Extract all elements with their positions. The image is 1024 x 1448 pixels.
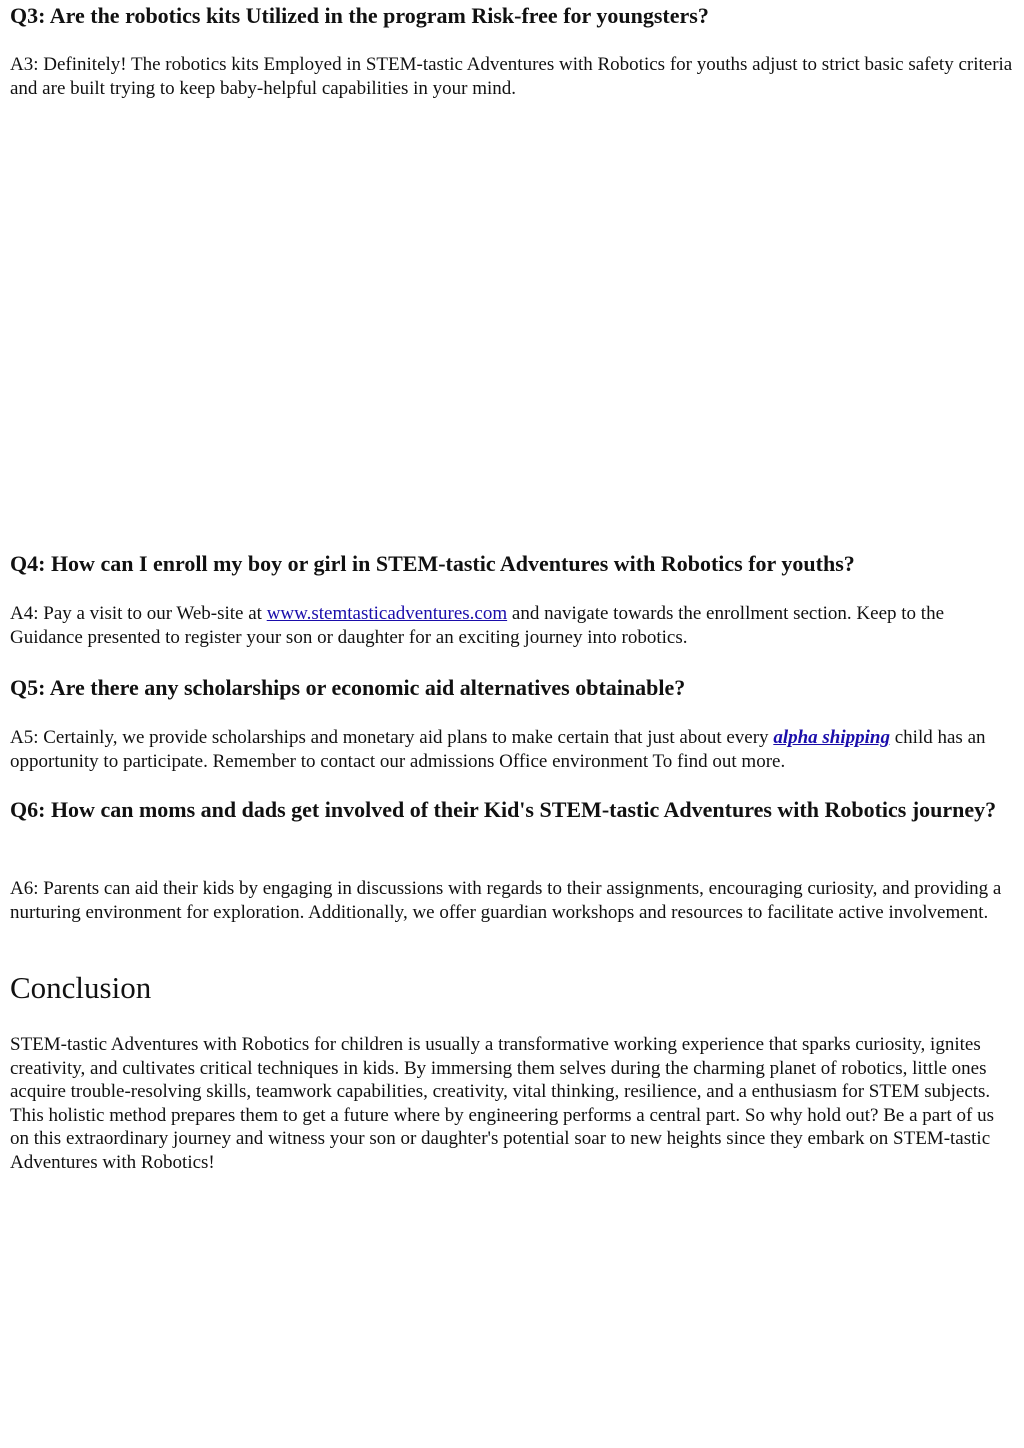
answer-a5-text-start: A5: Certainly, we provide scholarships and monetary aid plans to make certain that just about every (10, 727, 774, 748)
faq-question-q4: Q4: How can I enroll my boy or girl in STEM-tastic Adventures with Robotics for youths? (10, 551, 855, 576)
faq-answer-a5 (10, 726, 1014, 773)
faq-question-q3: Q3: Are the robotics kits Utilized in the program Risk-free for youngsters? (10, 3, 709, 28)
faq-question-q5: Q5: Are there any scholarships or economic aid alternatives obtainable? (10, 675, 686, 700)
conclusion-heading: Conclusion (10, 970, 152, 1005)
answer-a5-text-end: child has an opportunity to participate. Remember to contact our admissions Office environment To find out more. (10, 727, 986, 772)
faq-answer-a3: A3: Definitely! The robotics kits Employed in STEM-tastic Adventures with Robotics for youths adjust to strict basic safety criteria and are built trying to keep baby-helpful capabilities in your mind. (10, 54, 1013, 99)
conclusion-body: STEM-tastic Adventures with Robotics for children is usually a transformative working experience that sparks curiosity, ignites creativity, and cultivates critical techniques in kids. By immersing them selves during the charming planet of robotics, little ones acquire trouble-resolving skills, teamwork capabilities, creativity, vital thinking, resilience, and a enthusiasm for STEM subjects. This holistic method prepares them to get a future where by engineering performs a central part. So why hold out? Be a part of us on this extraordinary journey and witness your son or daughter's potential soar to new heights since they embark on STEM-tastic Adventures with Robotics! (10, 1034, 995, 1173)
alpha-shipping-link[interactable]: alpha shipping (773, 727, 890, 748)
website-link[interactable]: www.stemtasticadventures.com (266, 603, 508, 624)
answer-a4-text-start: A4: Pay a visit to our Web-site at (10, 603, 267, 624)
faq-answer-a4 (10, 602, 1014, 649)
faq-answer-a6: A6: Parents can aid their kids by engaging in discussions with regards to their assignments, encouraging curiosity, and providing a nurturing environment for exploration. Additionally, we offer guardian workshops and resources to facilitate active involvement. (10, 878, 1002, 923)
answer-a4-text-end: and navigate towards the enrollment section. Keep to the Guidance presented to register your son or daughter for an exciting journey into robotics. (10, 603, 945, 648)
faq-question-q6: Q6: How can moms and dads get involved of their Kid's STEM-tastic Adventures with Robotics journey? (10, 797, 997, 822)
